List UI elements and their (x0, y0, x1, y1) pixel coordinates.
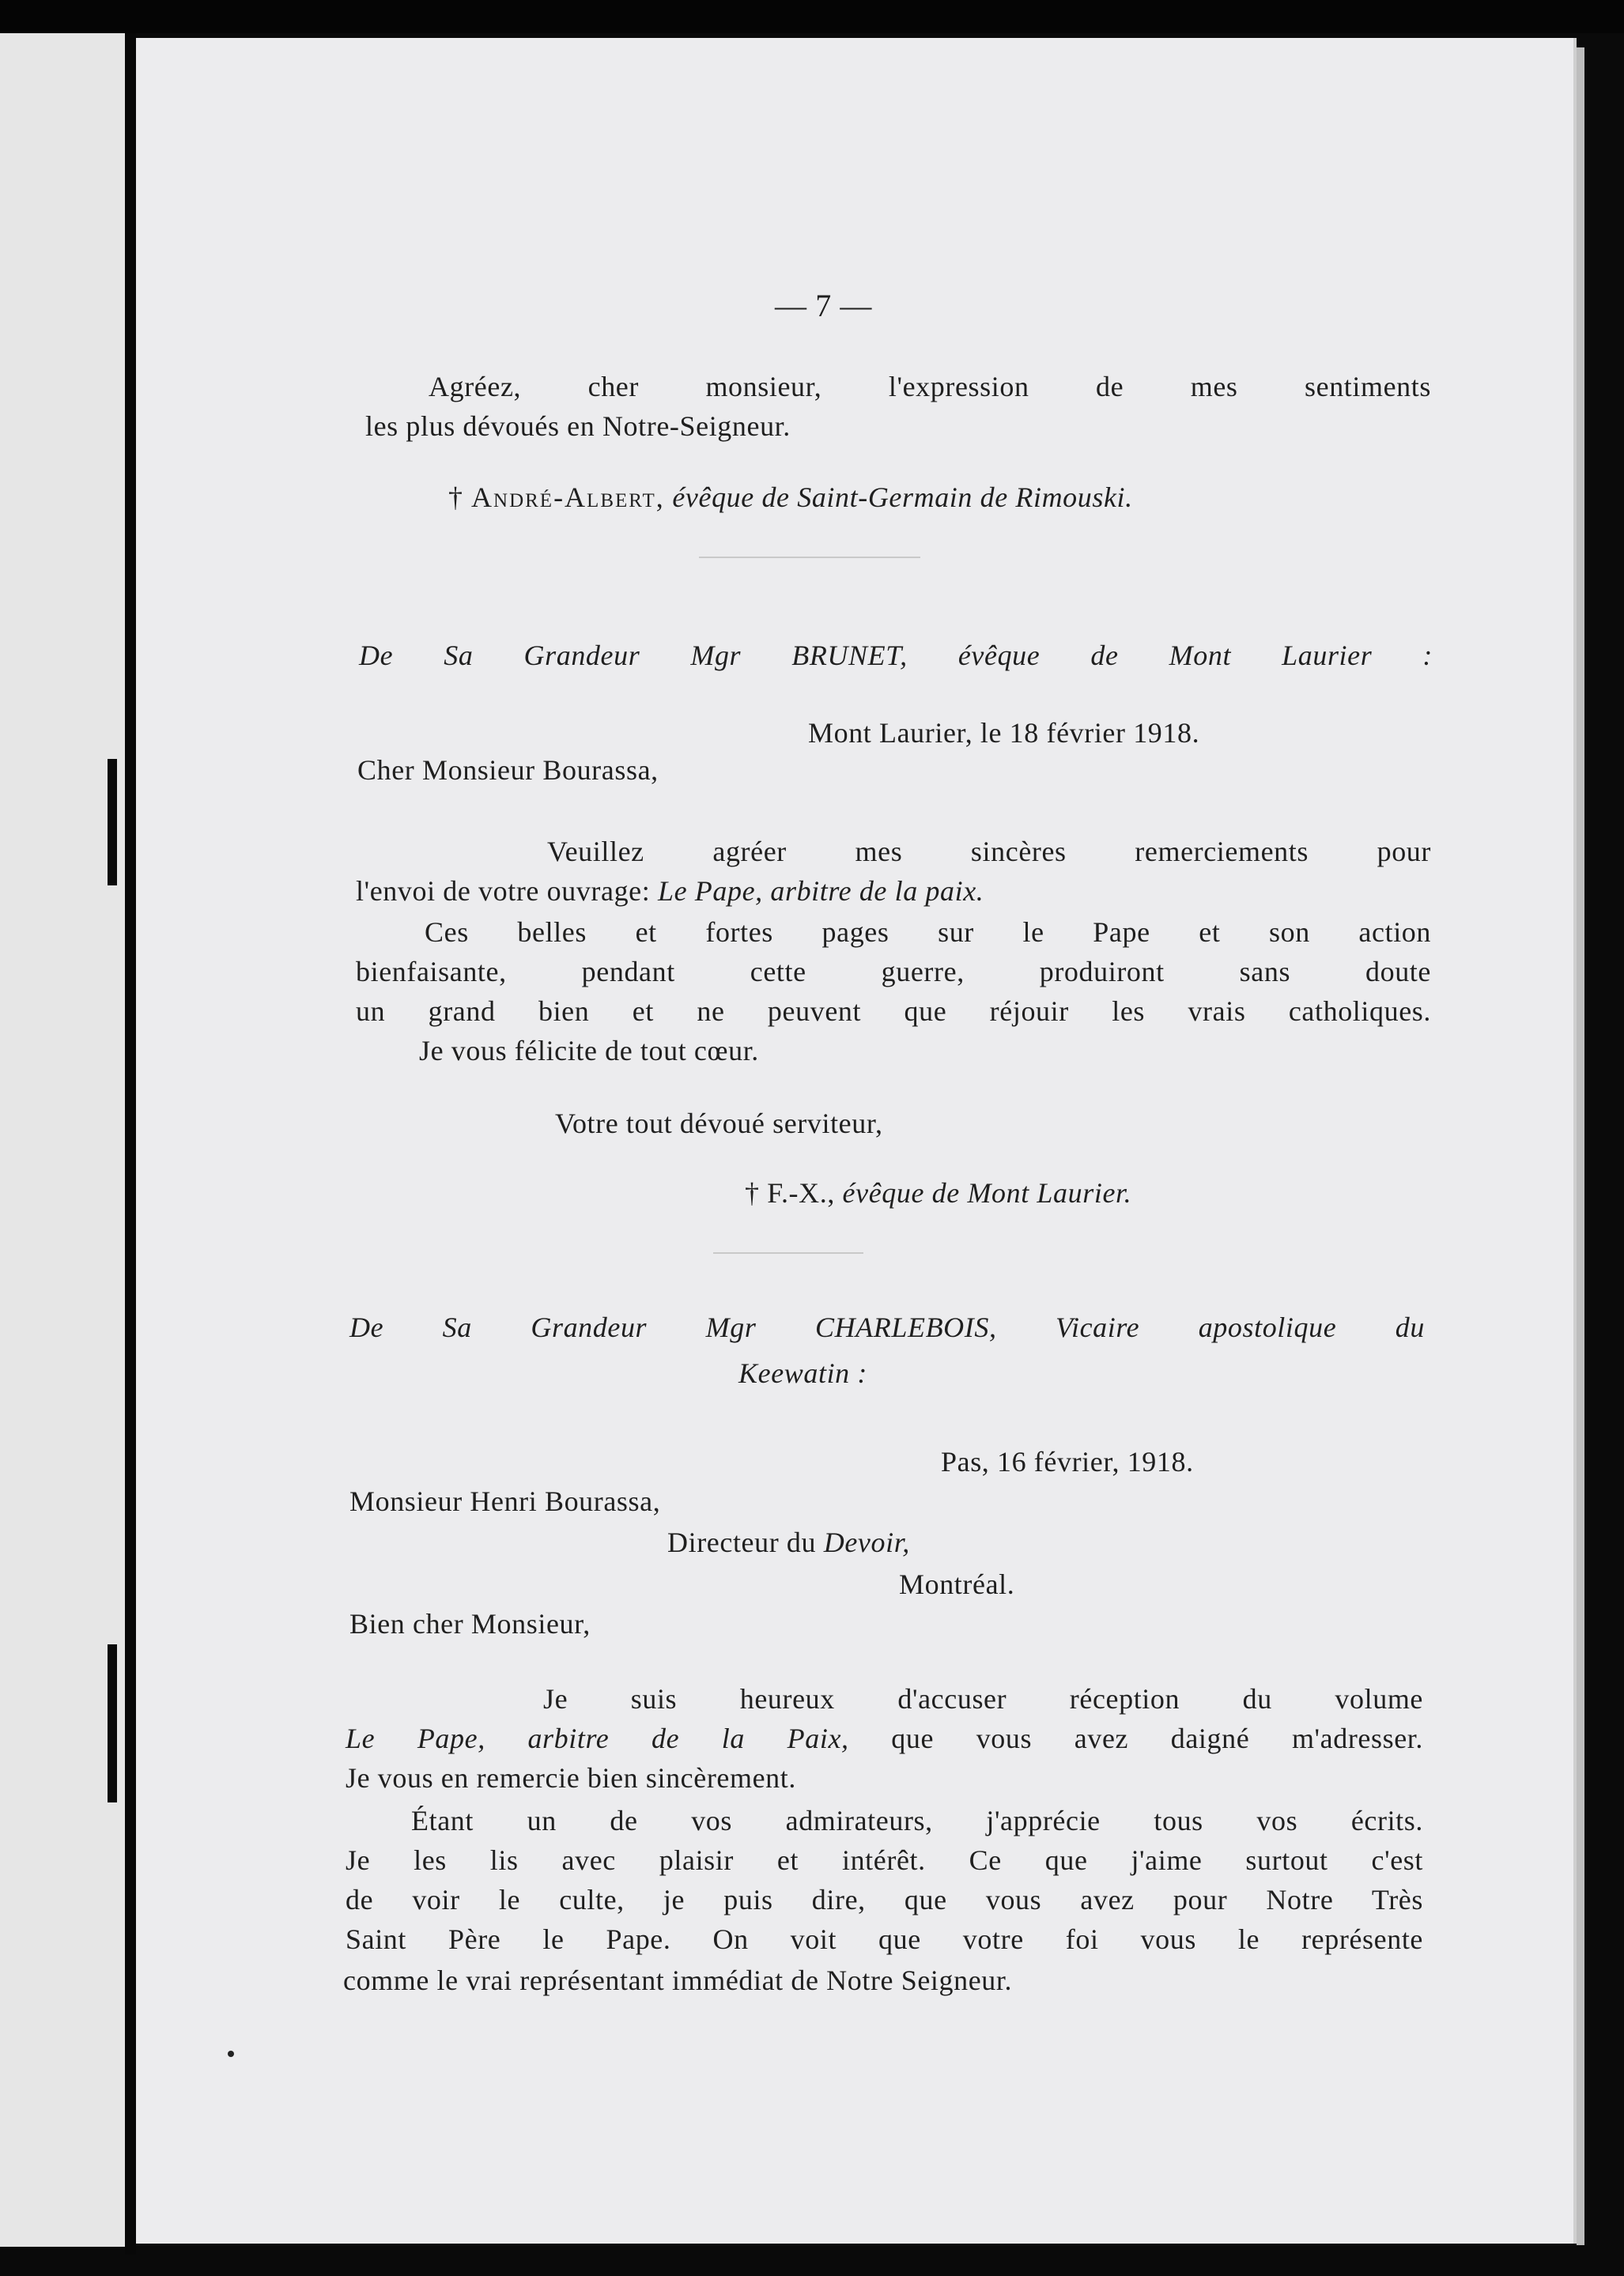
signature-name: † F.-X., (745, 1177, 835, 1209)
signature-name: † André-Albert, (448, 481, 665, 513)
paragraph-line (356, 874, 984, 908)
letter-date: Pas, 16 février, 1918. (941, 1446, 1194, 1478)
book-title: Le Pape, arbitre de la paix. (657, 875, 984, 907)
paragraph-line: un grand bien et ne peuvent que réjouir les vrais catholiques. (356, 995, 1431, 1027)
newspaper-title: Devoir, (823, 1527, 910, 1558)
paragraph-line: Saint Père le Pape. On voit que votre foi vous le représente (346, 1923, 1423, 1955)
paragraph-line: Je suis heureux d'accuser réception du volume (543, 1683, 1423, 1715)
address-line: Monsieur Henri Bourassa, (349, 1485, 661, 1517)
letter-date: Mont Laurier, le 18 février 1918. (808, 717, 1200, 749)
signature (745, 1176, 1131, 1210)
binding-mark (108, 759, 117, 885)
address-line (667, 1526, 910, 1559)
salutation: Cher Monsieur Bourassa, (357, 754, 659, 786)
paragraph-line: Je vous félicite de tout cœur. (419, 1035, 759, 1066)
paragraph-line: Je vous en remercie bien sincèrement. (346, 1762, 796, 1794)
section-heading: Keewatin : (738, 1357, 867, 1389)
facing-page-edge (0, 33, 133, 2247)
closing: Votre tout dévoué serviteur, (555, 1108, 883, 1139)
signature-title: évêque de Mont Laurier. (842, 1177, 1132, 1209)
section-divider (699, 557, 920, 558)
page-number: — 7 — (775, 288, 872, 323)
book-title: Le Pape, arbitre de la Paix, (346, 1723, 849, 1754)
binding-mark (108, 1644, 117, 1802)
salutation: Bien cher Monsieur, (349, 1608, 591, 1640)
signature (448, 481, 1133, 514)
paragraph-line: de voir le culte, je puis dire, que vous avez pour Notre Très (346, 1884, 1423, 1916)
paragraph-line: Veuillez agréer mes sincères remerciements pour (547, 836, 1431, 867)
paragraph-line: Ces belles et fortes pages sur le Pape et son action (425, 916, 1431, 948)
ink-speck (228, 2051, 234, 2057)
text-run: que vous avez daigné m'adresser. (891, 1723, 1423, 1754)
paragraph-line: Étant un de vos admirateurs, j'apprécie tous vos écrits. (411, 1805, 1423, 1836)
signature-title: évêque de Saint-Germain de Rimouski. (672, 481, 1133, 513)
section-divider (713, 1252, 863, 1254)
scan-top-border (0, 0, 1624, 33)
paragraph-line: Agréez, cher monsieur, l'expression de mes sentiments (429, 371, 1431, 402)
section-heading: De Sa Grandeur Mgr BRUNET, évêque de Mont Laurier : (359, 640, 1433, 671)
paragraph-line (346, 1722, 1423, 1755)
paragraph-line: les plus dévoués en Notre-Seigneur. (365, 410, 791, 442)
address-line: Montréal. (899, 1568, 1015, 1600)
section-heading: De Sa Grandeur Mgr CHARLEBOIS, Vicaire apostolique du (349, 1312, 1425, 1343)
paragraph-line: comme le vrai représentant immédiat de Notre Seigneur. (343, 1965, 1013, 1996)
text-run: l'envoi de votre ouvrage: (356, 875, 651, 907)
paragraph-line: Je les lis avec plaisir et intérêt. Ce que j'aime surtout c'est (346, 1844, 1423, 1876)
paragraph-line: bienfaisante, pendant cette guerre, produiront sans doute (356, 956, 1431, 987)
document-page (136, 38, 1577, 2244)
text-run: Directeur du (667, 1527, 817, 1558)
book-spine (125, 33, 136, 2255)
page-right-edge (1577, 47, 1584, 2245)
